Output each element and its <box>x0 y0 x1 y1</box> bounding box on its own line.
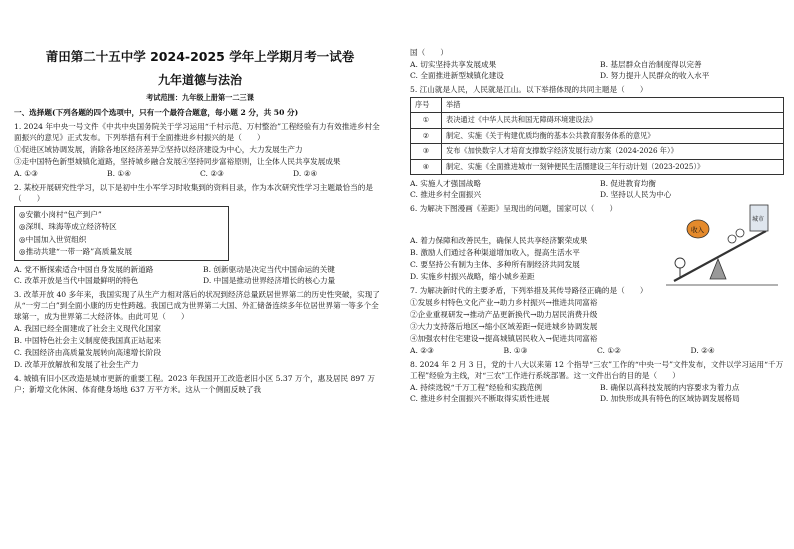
cartoon-fulcrum <box>710 259 726 279</box>
question-stem-continued: 国（ ） <box>410 48 448 57</box>
option-a[interactable]: A. ①③ <box>14 169 38 179</box>
question-stem: 2. 某校开展研究性学习，以下是初中生小军学习时收集到的资料目录，作为本次研究性学习主题最恰当的是（ ） <box>14 183 373 204</box>
statement-line: ④加强农村住宅建设→提高城镇居民收入→促进共同富裕 <box>410 334 598 344</box>
page-subtitle: 九年道德与法治 <box>157 72 242 87</box>
material-box <box>14 206 229 261</box>
table-header-row <box>411 98 784 113</box>
table-cell: ① <box>411 113 442 128</box>
option-c[interactable]: C. 要坚持公有制为主体、多种所有制经济共同发展 <box>410 260 580 270</box>
right-column <box>410 47 784 404</box>
option-d[interactable]: D. 改革开放解放和发展了社会生产力 <box>14 359 139 369</box>
table-cell: 制定、实施《关于构建优质均衡的基本公共教育服务体系的意见》 <box>442 128 784 143</box>
question-stem: 4. 城镇有旧小区改造是城市更新的重要工程。2023 年我国开工改造老旧小区 5.37 万个，惠及居民 897 万户；新增文化休闲、体育健身场地 637 万平方米。这从一个侧面反映了我 <box>14 373 376 394</box>
question-stem: 5. 江山就是人民，人民就是江山。以下举措体现的共同主题是（ ） <box>410 85 648 94</box>
option-b[interactable]: B. ①④ <box>107 169 132 179</box>
statement-line: ③走中国特色新型城镇化道路，坚持城乡融合发展④坚持同步富裕原则，让全体人民共享发展成果 <box>14 157 341 167</box>
option-c[interactable]: C. 推进乡村全面振兴不断取得实质性进展 <box>410 394 550 404</box>
option-c[interactable]: C. ①② <box>597 346 621 356</box>
option-a[interactable]: A. 切实坚持共享发展成果 <box>410 60 497 69</box>
table-row <box>411 144 784 159</box>
option-a[interactable]: A. 实施人才强国战略 <box>410 179 482 189</box>
option-b[interactable]: B. 确保以高科技发展的内容要求为着力点 <box>600 383 740 393</box>
question-6 <box>410 203 784 282</box>
question-8 <box>410 359 784 404</box>
cartoon-gap-image <box>666 201 778 293</box>
table-cell: 制定、实施《全面推进城市一刻钟便民生活圈建设三年行动计划（2023-2025）》 <box>442 159 784 174</box>
cartoon-person-head <box>675 258 685 268</box>
table-cell: 发布《加快数字人才培育支撑数字经济发展行动方案（2024-2026 年）》 <box>442 144 784 159</box>
option-a[interactable]: A. 持续选锐“千万工程”经验和实践范例 <box>410 383 542 393</box>
option-b[interactable]: B. 基层群众自治制度得以完善 <box>600 60 702 69</box>
section-title: 一、选择题(下列各题的四个选项中，只有一个最符合题意，每小题 2 分，共 50 分) <box>14 108 299 118</box>
option-b[interactable]: B. 促进教育均衡 <box>600 179 656 189</box>
question-stem: 8. 2024 年 2 月 3 日，党的十八大以来第 12 个指导“三农”工作的“中央一号”文件发布，文件以学习运用“千万工程”经验为主线，对“三农”工作进行系统部署。这一文件出台的目的是（ ） <box>410 360 784 381</box>
option-d[interactable]: D. 中国是推动世界经济增长的核心力量 <box>203 275 336 285</box>
option-c[interactable]: C. 推进乡村全面振兴 <box>410 190 482 200</box>
question-7 <box>410 285 784 356</box>
option-a[interactable]: A. 党不断探索适合中国自身发展的新道路 <box>14 264 154 274</box>
option-b[interactable]: B. 创新驱动是决定当代中国命运的关键 <box>203 264 335 274</box>
option-d[interactable]: D. 努力提升人民群众的收入水平 <box>600 71 710 80</box>
option-d[interactable]: D. ②④ <box>690 346 715 356</box>
answer-options <box>410 345 784 356</box>
answer-options <box>14 168 386 179</box>
question-stem: 6. 为解决下图漫画《差距》呈现出的问题，国家可以（ ） <box>410 204 618 214</box>
option-a[interactable]: A. ②③ <box>410 346 434 356</box>
cartoon-label: 收入 <box>691 226 704 235</box>
question-5 <box>410 84 784 200</box>
cartoon-person-head <box>736 229 744 237</box>
material-item: ◎安徽小岗村“包产到户” <box>19 210 102 220</box>
option-c[interactable]: C. 全面推进新型城镇化建设 <box>410 71 504 80</box>
question-3 <box>14 289 386 370</box>
option-a[interactable]: A. 着力保障和改善民生，确保人民共享经济繁荣成果 <box>410 236 588 246</box>
cartoon-label: 城市 <box>752 216 765 224</box>
answer-options <box>410 178 784 200</box>
question-stem: 3. 改革开放 40 多年来，我国实现了从生产力相对落后的状况到经济总量跃居世界第二的历史性突破，实现了从“一穷二白”到全面小康的历史性跨越。我国已成为世界第二大国、外汇储备连续多年位居世界第一等多个全球第一，成为世界第二大经济体。由此可见（ ） <box>14 289 380 321</box>
question-2 <box>14 182 386 286</box>
table-cell: ② <box>411 128 442 143</box>
option-c[interactable]: C. ②③ <box>200 169 224 179</box>
table-cell: ③ <box>411 144 442 159</box>
exam-scope: 考试范围：九年级上册第一二三课 <box>146 92 254 102</box>
table-header-cell: 举措 <box>442 98 784 113</box>
option-d[interactable]: D. 加快形成具有特色的区域协调发展格局 <box>600 394 740 404</box>
statement-line: ②企业重视研发→推动产品更新换代→助力居民消费升级 <box>410 310 598 320</box>
answer-options <box>410 382 784 404</box>
cartoon-person-head <box>728 235 736 243</box>
option-c[interactable]: C. 我国经济由高质量发展转向高速增长阶段 <box>14 347 162 357</box>
table-row <box>411 128 784 143</box>
table-row <box>411 113 784 128</box>
option-d[interactable]: D. ②④ <box>293 169 318 179</box>
material-item: ◎深圳、珠海等成立经济特区 <box>19 222 117 232</box>
page-title: 莆田第二十五中学 2024-2025 学年上学期月考一试卷 <box>45 49 355 64</box>
measures-table <box>410 97 784 175</box>
answer-options <box>14 264 386 286</box>
option-c[interactable]: C. 改革开放是当代中国最鲜明的特色 <box>14 275 139 285</box>
option-d[interactable]: D. 实施乡村振兴战略，缩小城乡差距 <box>410 272 535 282</box>
option-d[interactable]: D. 坚持以人民为中心 <box>600 190 672 200</box>
statement-line: ③大力支持落后地区→缩小区域差距→促进城乡协调发展 <box>410 322 598 332</box>
question-1 <box>14 121 386 179</box>
option-b[interactable]: B. 中国特色社会主义制度使我国真正站起来 <box>14 335 162 345</box>
question-stem: 1. 2024 年中央一号文件《中共中央国务院关于学习运用“千村示范、万村整治”工程经验有力有效推进乡村全面振兴的意见》正式发布。下列举措有利于全面推进乡村振兴的是（ ） <box>14 122 380 143</box>
question-4 <box>14 373 386 395</box>
material-item: ◎推动共建“一带一路”高质量发展 <box>19 246 133 256</box>
answer-options <box>410 59 784 81</box>
table-header-cell: 序号 <box>411 98 442 113</box>
statement-line: ①促进区域协调发展，消除各地区经济差异②坚持以经济建设为中心，大力发展生产力 <box>14 145 303 155</box>
question-stem: 7. 为解决新时代的主要矛盾，下列举措及其传导路径正确的是（ ） <box>410 286 648 296</box>
table-cell: 表决通过《中华人民共和国无障碍环境建设法》 <box>442 113 784 128</box>
option-a[interactable]: A. 我国已经全面建成了社会主义现代化国家 <box>14 323 161 333</box>
table-row <box>411 159 784 174</box>
material-item: ◎中国加入世贸组织 <box>19 234 87 244</box>
left-column <box>14 48 386 396</box>
statement-line: ①发展乡村特色文化产业→助力乡村振兴→推进共同富裕 <box>410 298 598 308</box>
option-b[interactable]: B. ①③ <box>503 346 528 356</box>
table-cell: ④ <box>411 159 442 174</box>
option-b[interactable]: B. 激励人们通过各种渠道增加收入，提高生活水平 <box>410 248 580 258</box>
cartoon-spacer <box>410 215 784 235</box>
